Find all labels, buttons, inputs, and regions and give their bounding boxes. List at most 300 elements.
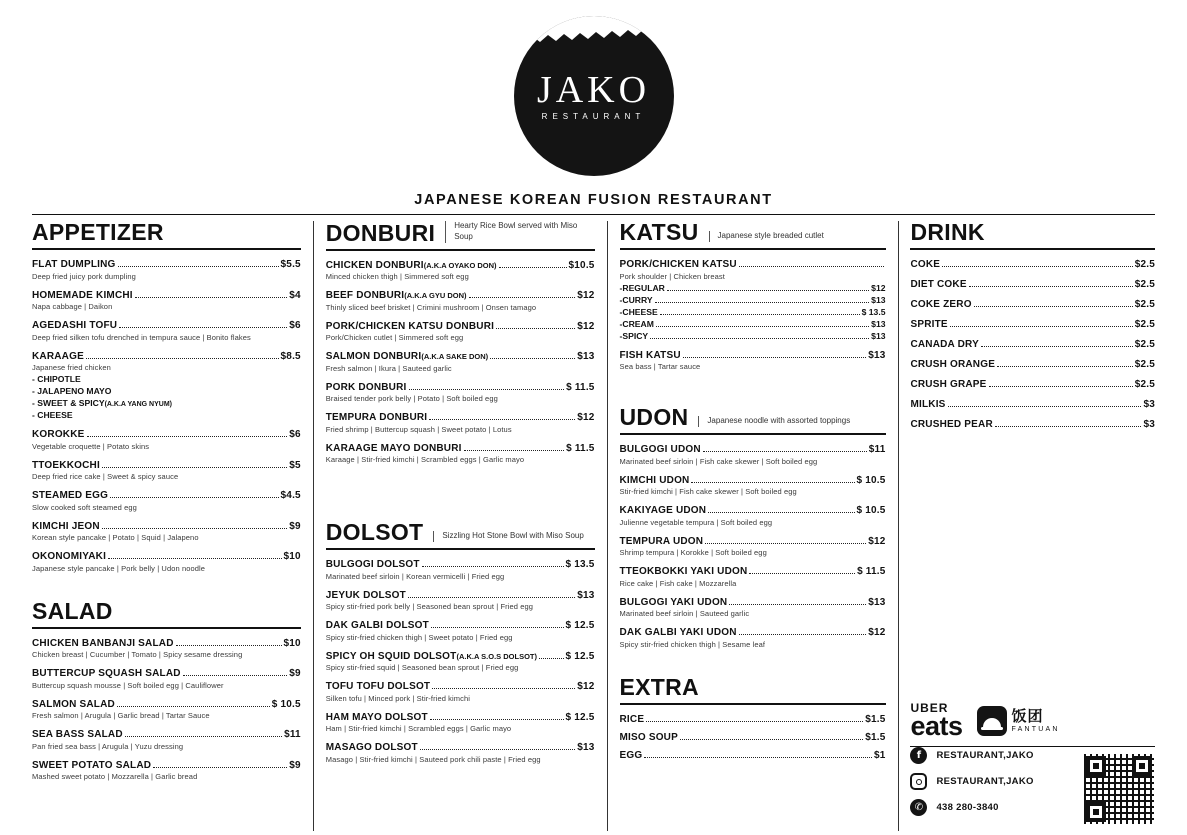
menu-item-name: BULGOGI DOLSOT: [325, 559, 420, 571]
menu-item-option: [32, 386, 301, 396]
menu-item-row: [32, 259, 301, 270]
logo: [514, 16, 674, 176]
leader-dots: [108, 552, 281, 559]
menu-item-option: [620, 295, 886, 305]
menu-item-price: $10: [283, 637, 301, 649]
section-note: Japanese noodle with assorted toppings: [698, 416, 850, 427]
menu-option-label: -CURRY: [619, 294, 653, 305]
menu-item-row: [620, 350, 886, 361]
menu-item: [32, 490, 301, 512]
menu-item-price: $9: [289, 668, 301, 679]
menu-item: [620, 536, 886, 558]
menu-item-row: [32, 320, 301, 331]
menu-item-description: Napa cabbage | Daikon: [32, 302, 113, 311]
menu-item-name: PORK/CHICKEN KATSU: [619, 259, 737, 270]
leader-dots: [432, 682, 575, 689]
menu-item-price: $3: [1143, 419, 1155, 430]
leader-dots: [942, 260, 1133, 267]
menu-item-row: [910, 259, 1155, 270]
menu-item-description: Silken tofu | Minced pork | Stir-fried kimchi: [325, 693, 471, 703]
social-links: [910, 747, 1085, 825]
leader-dots: [997, 360, 1133, 367]
menu-item: [32, 699, 301, 721]
leader-dots: [749, 567, 855, 574]
column-donburi-dolsot: [326, 221, 595, 831]
section-title: APPETIZER: [32, 219, 164, 245]
menu-item-description: Rice cake | Fish cake | Mozzarella: [619, 578, 737, 588]
leader-dots: [950, 320, 1133, 327]
section-title: SALAD: [32, 597, 113, 624]
menu-item-name: AGEDASHI TOFU: [32, 320, 118, 331]
menu-item: [326, 382, 595, 404]
leader-dots: [429, 413, 575, 420]
menu-item: [326, 651, 595, 673]
leader-dots: [981, 340, 1133, 347]
column-divider: [607, 221, 608, 831]
leader-dots: [650, 333, 869, 339]
menu-item-name: HOMEMADE KIMCHI: [32, 289, 133, 301]
fantuan-cn-label: 饭团: [1011, 708, 1044, 726]
page-title: JAPANESE KOREAN FUSION RESTAURANT: [414, 192, 773, 208]
menu-item-row: [910, 319, 1155, 330]
menu-item-description: Braised tender pork belly | Potato | Soft boiled egg: [325, 394, 498, 404]
menu-item-option: [620, 319, 886, 329]
menu-item-price: $2.5: [1134, 299, 1155, 310]
menu-item: [326, 412, 595, 434]
menu-item-name: SPRITE: [910, 319, 948, 330]
menu-item-description: Deep fried rice cake | Sweet & spicy sauce: [32, 472, 179, 481]
menu-item-name-sub: (A.K.A OYAKO DON): [423, 260, 497, 270]
menu-item: [910, 419, 1155, 430]
menu-option-label: - CHIPOTLE: [32, 374, 81, 384]
menu-item: [32, 668, 301, 690]
section-note: Hearty Rice Bowl served with Miso Soup: [445, 221, 594, 243]
menu-item-name: STEAMED EGG: [32, 490, 109, 501]
menu-item-row: [326, 260, 595, 271]
menu-option-label: -CREAM: [619, 318, 654, 329]
menu-item-row: [620, 505, 886, 516]
social-whatsapp[interactable]: [910, 799, 1085, 816]
leader-dots: [644, 751, 872, 758]
menu-option-price: $13: [871, 318, 886, 329]
leader-dots: [86, 352, 279, 359]
menu-item-price: $13: [868, 349, 886, 361]
menu-item-row: [910, 379, 1155, 390]
section-title: DONBURI: [325, 219, 436, 246]
menu-item-price: $11: [284, 729, 301, 740]
menu-item: [326, 590, 595, 612]
menu-item-row: [32, 551, 301, 562]
fantuan-logo: [977, 706, 1060, 736]
instagram-icon: [910, 773, 927, 790]
menu-item: [910, 319, 1155, 330]
menu-item-name: DAK GALBI YAKI UDON: [619, 627, 737, 638]
menu-item-name: MASAGO DOLSOT: [325, 742, 418, 754]
menu-option-label: - SWEET & SPICY(A.K.A YANG NYUM): [32, 398, 172, 408]
menu-item-row: [620, 475, 886, 486]
menu-item-name: KAKIYAGE UDON: [619, 505, 707, 516]
leader-dots: [656, 321, 869, 327]
leader-dots: [655, 297, 870, 303]
menu-item: [32, 521, 301, 543]
menu-item: [326, 712, 595, 734]
leader-dots: [499, 261, 567, 268]
menu-item-description: Fresh salmon | Arugula | Garlic bread | Tartar Sauce: [32, 711, 210, 720]
menu-item-name: CHICKEN BANBANJI SALAD: [32, 637, 174, 649]
menu-item-description: Marinated beef sirloin | Fish cake skewer | Soft boiled egg: [619, 456, 818, 466]
delivery-partners: [910, 701, 1060, 742]
menu-item-description: Fresh salmon | Ikura | Sauteed garlic: [325, 363, 452, 373]
leader-dots: [739, 628, 867, 635]
menu-item-name: KOROKKE: [32, 429, 85, 440]
section-appetizer: [32, 221, 301, 573]
menu-item: [326, 620, 595, 642]
menu-item-name: JEYUK DOLSOT: [325, 589, 406, 601]
leader-dots: [464, 444, 564, 451]
menu-item-name: TTEOKBOKKI YAKI UDON: [619, 566, 748, 577]
menu-item: [620, 475, 886, 497]
menu-item: [32, 760, 301, 782]
menu-item-row: [32, 429, 301, 440]
menu-item-row: [620, 597, 886, 608]
menu-item-name-sub: (A.K.A SAKE DON): [421, 352, 489, 362]
menu-item: [620, 444, 886, 466]
leader-dots: [431, 621, 564, 628]
menu-item-description: Japanese fried chicken: [32, 363, 111, 372]
menu-item-price: $3: [1143, 399, 1155, 410]
menu-item-option: [32, 410, 301, 420]
leader-dots: [667, 285, 869, 291]
section-title: DRINK: [910, 219, 985, 245]
section-title: UDON: [619, 404, 689, 430]
header-divider: [32, 214, 1155, 215]
menu-item-name: KARAAGE: [32, 350, 84, 362]
leader-dots: [995, 420, 1142, 427]
menu-item-row: [32, 638, 301, 649]
menu-item-name: DAK GALBI DOLSOT: [325, 620, 429, 632]
menu-item-row: [620, 627, 886, 638]
menu-header: [0, 0, 1187, 208]
menu-item: [620, 259, 886, 341]
menu-item-row: [910, 339, 1155, 350]
menu-item-price: $2.5: [1134, 279, 1155, 290]
menu-item: [32, 320, 301, 342]
menu-item-row: [326, 590, 595, 601]
menu-item-price: $ 12.5: [565, 650, 595, 662]
section-katsu: [620, 221, 886, 371]
menu-item-row: [620, 732, 886, 743]
social-label: RESTAURANT,JAKO: [936, 776, 1034, 787]
leader-dots: [683, 351, 866, 358]
menu-option-price: $ 13.5: [861, 306, 886, 317]
leader-dots: [739, 260, 884, 267]
menu-item: [326, 443, 595, 465]
menu-item-row: [32, 729, 301, 740]
menu-item-price: $2.5: [1134, 319, 1155, 330]
menu-item-name: TEMPURA DONBURI: [325, 412, 428, 424]
menu-item: [32, 429, 301, 451]
menu-item-name: SEA BASS SALAD: [32, 729, 123, 740]
leader-dots: [969, 280, 1133, 287]
leader-dots: [110, 491, 278, 498]
menu-item-description: Julienne vegetable tempura | Soft boiled egg: [619, 517, 773, 527]
menu-item-name: RICE: [619, 713, 645, 725]
section-extra: [619, 673, 886, 761]
menu-item-price: $4: [289, 289, 301, 301]
leader-dots: [117, 700, 270, 707]
menu-item: [32, 638, 301, 660]
menu-item-name: PORK/CHICKEN KATSU DONBURI: [325, 320, 495, 332]
menu-item: [620, 627, 886, 649]
leader-dots: [153, 761, 287, 768]
leader-dots: [989, 380, 1133, 387]
menu-item-name: OKONOMIYAKI: [32, 551, 107, 562]
menu-item: [620, 732, 886, 743]
leader-dots: [490, 352, 575, 359]
menu-item-row: [326, 351, 595, 362]
menu-item-row: [326, 443, 595, 454]
menu-item: [910, 339, 1155, 350]
menu-item-row: [326, 681, 595, 692]
fantuan-icon: [977, 706, 1007, 736]
menu-item-price: $1.5: [865, 713, 886, 725]
menu-item-price: $ 12.5: [565, 620, 595, 632]
menu-item: [32, 729, 301, 751]
menu-item-row: [620, 536, 886, 547]
menu-item: [620, 750, 886, 761]
menu-item-price: $ 10.5: [856, 474, 886, 486]
menu-item-price: $12: [577, 320, 595, 332]
menu-item-name: TOFU TOFU DOLSOT: [325, 681, 431, 693]
menu-item-description: Spicy stir-fried chicken thigh | Sweet potato | Fried egg: [325, 632, 513, 642]
social-label: 438 280-3840: [936, 802, 999, 813]
menu-item-name: SALMON DONBURI(A.K.A SAKE DON): [325, 351, 489, 363]
leader-dots: [409, 383, 565, 390]
menu-item-name-sub: (A.K.A S.O.S DOLSOT): [456, 651, 538, 661]
leader-dots: [183, 669, 288, 676]
leader-dots: [422, 560, 564, 567]
menu-item-price: $12: [868, 627, 886, 638]
menu-item-row: [32, 290, 301, 301]
menu-item-row: [910, 299, 1155, 310]
menu-item-description: Japanese style pancake | Pork belly | Udon noodle: [32, 563, 206, 573]
menu-item-price: $5.5: [280, 259, 301, 270]
menu-item-row: [32, 460, 301, 471]
leader-dots: [118, 260, 279, 267]
leader-dots: [87, 430, 288, 437]
menu-item-option: [620, 307, 886, 317]
leader-dots: [125, 730, 282, 737]
section-drink: [910, 221, 1155, 430]
menu-item-price: $10.5: [568, 259, 595, 271]
menu-item-name: MILKIS: [910, 399, 946, 410]
menu-option-label-sub: (A.K.A YANG NYUM): [104, 401, 172, 408]
menu-item-price: $12: [868, 535, 886, 547]
section-donburi: [326, 221, 595, 464]
menu-option-price: $13: [871, 330, 886, 341]
menu-item-row: [620, 566, 886, 577]
menu-item-option: [32, 398, 301, 408]
menu-item-name: BUTTERCUP SQUASH SALAD: [32, 668, 181, 679]
menu-item: [620, 597, 886, 619]
menu-item-description: Spicy stir-fried chicken thigh | Sesame leaf: [619, 639, 766, 649]
menu-item-row: [326, 290, 595, 301]
column-divider: [313, 221, 314, 831]
menu-option-label: -SPICY: [619, 330, 649, 341]
menu-item-description: Korean style pancake | Potato | Squid | Jalapeno: [32, 533, 199, 542]
leader-dots: [420, 743, 575, 750]
menu-item-description: Shrimp tempura | Korokke | Soft boiled egg: [619, 548, 767, 557]
section-udon: [620, 406, 886, 649]
menu-item: [326, 681, 595, 703]
menu-item-row: [32, 351, 301, 362]
menu-item-name: SPICY OH SQUID DOLSOT(A.K.A S.O.S DOLSOT): [325, 650, 538, 662]
menu-item-row: [620, 750, 886, 761]
menu-option-price: $12: [871, 282, 886, 293]
menu-item: [32, 460, 301, 482]
menu-item-price: $10: [283, 551, 301, 562]
menu-item-name: CRUSH GRAPE: [910, 379, 987, 390]
whatsapp-icon: ✆: [910, 799, 927, 816]
menu-item-price: $12: [577, 681, 595, 693]
menu-item: [326, 260, 595, 282]
menu-item-row: [32, 760, 301, 771]
menu-item: [620, 714, 886, 725]
menu-item-price: $ 11.5: [857, 566, 886, 577]
menu-item-row: [326, 620, 595, 631]
social-facebook[interactable]: [910, 747, 1085, 764]
menu-item-description: Spicy stir-fried squid | Seasoned bean sprout | Fried egg: [325, 663, 519, 673]
menu-item-name: TTOEKKOCHI: [32, 459, 100, 471]
leader-dots: [135, 291, 288, 298]
menu-item-description: Slow cooked soft steamed egg: [32, 502, 137, 512]
menu-item-price: $13: [577, 589, 595, 601]
menu-item-name: KIMCHI JEON: [32, 520, 100, 532]
menu-item-description: Marinated beef sirloin | Sauteed garlic: [619, 609, 750, 618]
menu-item-price: $ 11.5: [566, 442, 595, 454]
menu-item: [620, 566, 886, 588]
menu-item-option: [620, 283, 886, 293]
menu-item-name: BEEF DONBURI(A.K.A GYU DON): [325, 290, 467, 302]
menu-item-name: SALMON SALAD: [32, 698, 115, 710]
menu-item-name: KARAAGE MAYO DONBURI: [325, 442, 462, 454]
menu-item-row: [326, 742, 595, 753]
menu-item-name-sub: (A.K.A GYU DON): [404, 291, 467, 301]
leader-dots: [102, 522, 288, 529]
uber-eats-top: UBER: [910, 701, 949, 716]
menu-item-price: $2.5: [1134, 379, 1155, 390]
menu-item-name: CHICKEN DONBURI(A.K.A OYAKO DON): [325, 259, 497, 271]
leader-dots: [948, 400, 1142, 407]
menu-item-description: Pan fried sea bass | Arugula | Yuzu dressing: [32, 741, 184, 751]
menu-item: [32, 551, 301, 573]
menu-item-price: $ 10.5: [271, 698, 301, 710]
menu-item-price: $9: [289, 759, 301, 771]
section-note: Sizzling Hot Stone Bowl with Miso Soup: [433, 531, 583, 542]
menu-item-price: $2.5: [1134, 339, 1155, 350]
menu-item-description: Mashed sweet potato | Mozzarella | Garlic bread: [32, 772, 198, 781]
menu-item-price: $6: [289, 429, 301, 440]
menu-option-label: -REGULAR: [619, 282, 665, 293]
fantuan-en-label: FANTUAN: [1011, 726, 1060, 734]
leader-dots: [119, 321, 287, 328]
menu-item-description: Deep fried juicy pork dumpling: [32, 271, 136, 281]
menu-item-description: Pork/Chicken cutlet | Simmered soft egg: [325, 333, 464, 343]
menu-item-price: $6: [289, 320, 301, 331]
menu-item-name: FISH KATSU: [619, 349, 681, 361]
menu-item-price: $9: [289, 520, 301, 532]
column-katsu-udon-extra: [620, 221, 886, 831]
menu-item-price: $5: [289, 459, 301, 471]
leader-dots: [708, 506, 854, 513]
menu-item-price: $1.5: [865, 731, 886, 743]
leader-dots: [703, 445, 867, 452]
menu-option-label: - CHEESE: [32, 410, 73, 420]
menu-item-row: [620, 259, 886, 270]
leader-dots: [680, 733, 863, 740]
menu-option-price: $13: [871, 294, 886, 305]
logo-wordmark: JAKO: [536, 69, 651, 111]
social-instagram[interactable]: [910, 773, 1085, 790]
menu-item-row: [910, 419, 1155, 430]
menu-item-name: COKE ZERO: [910, 299, 972, 310]
menu-item-description: Buttercup squash mousse | Soft boiled egg | Cauliflower: [32, 680, 224, 690]
menu-item-price: $12: [577, 412, 595, 424]
menu-item-name: FLAT DUMPLING: [32, 259, 116, 270]
column-appetizer-salad: [32, 221, 301, 831]
qr-code[interactable]: [1083, 753, 1155, 825]
section-title: DOLSOT: [325, 519, 424, 546]
column-drink-contact: [910, 221, 1155, 831]
menu-item-name: BULGOGI YAKI UDON: [619, 596, 728, 608]
menu-item-name: KIMCHI UDON: [619, 474, 690, 486]
menu-item: [326, 321, 595, 343]
logo-subtitle: RESTAURANT: [541, 112, 646, 121]
menu-item-option: [620, 331, 886, 341]
uber-eats-bottom: eats: [910, 711, 963, 742]
menu-item-description: Marinated beef sirloin | Korean vermicelli | Fried egg: [325, 571, 505, 581]
menu-item-description: Deep fried silken tofu drenched in tempura sauce | Bonito flakes: [32, 332, 251, 342]
menu-item-description: Vegetable croquette | Potato skins: [32, 441, 150, 451]
menu-item-row: [620, 714, 886, 725]
menu-item: [910, 359, 1155, 370]
section-title: KATSU: [619, 219, 699, 245]
leader-dots: [408, 591, 575, 598]
menu-item-description: Stir-fried kimchi | Fish cake skewer | Soft boiled egg: [619, 487, 797, 496]
menu-item-name: TEMPURA UDON: [619, 535, 704, 547]
menu-option-label: -CHEESE: [619, 306, 658, 317]
menu-item-description: Ham | Stir-fried kimchi | Scrambled eggs | Garlic mayo: [325, 724, 512, 734]
menu-item-description: Pork shoulder | Chicken breast: [619, 271, 725, 281]
menu-item: [910, 259, 1155, 270]
menu-item-row: [32, 490, 301, 501]
menu-item-price: $13: [577, 351, 595, 363]
leader-dots: [539, 652, 564, 659]
leader-dots: [691, 476, 854, 483]
menu-item-description: Masago | Stir-fried kimchi | Sauteed pork chili paste | Fried egg: [325, 754, 541, 764]
menu-item-name: PORK DONBURI: [325, 381, 407, 393]
leader-dots: [974, 300, 1133, 307]
menu-item: [326, 351, 595, 373]
facebook-icon: f: [910, 747, 927, 764]
menu-item-row: [32, 699, 301, 710]
menu-item-price: $8.5: [280, 350, 301, 362]
social-label: RESTAURANT,JAKO: [936, 750, 1034, 761]
menu-item-name: CANADA DRY: [910, 339, 979, 350]
menu-item-row: [620, 444, 886, 455]
menu-item: [620, 505, 886, 527]
menu-item-row: [910, 359, 1155, 370]
